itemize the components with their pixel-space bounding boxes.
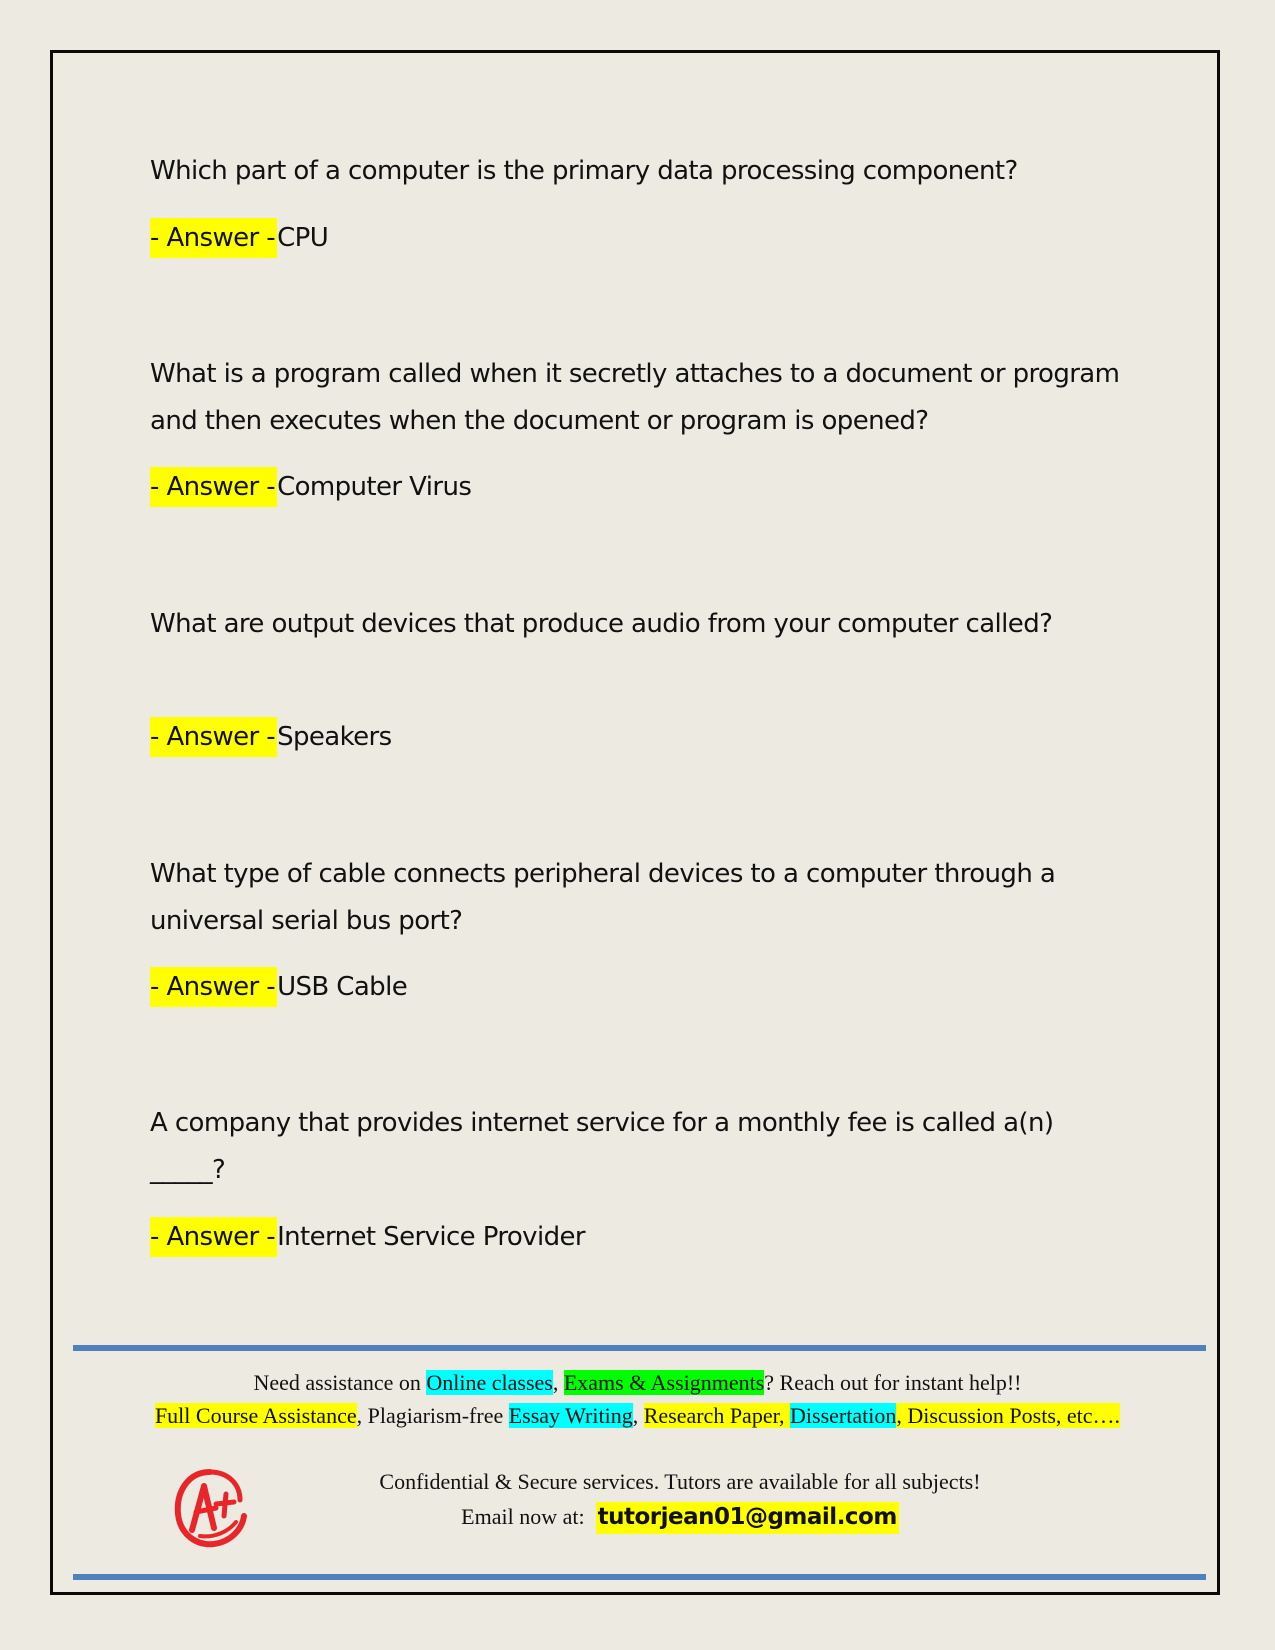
footer-line-services <box>60 1401 1215 1431</box>
highlight-full-course: Full Course Assistance <box>154 1403 357 1428</box>
qa-item-1 <box>150 148 1130 253</box>
question-text: A company that provides internet service for a monthly fee is called a(n) _____? <box>150 1108 1054 1185</box>
footer-text: , Plagiarism-free <box>356 1403 509 1428</box>
answer-line <box>150 218 328 258</box>
highlight-online-classes: Online classes <box>426 1370 553 1395</box>
answer-text: USB Cable <box>277 972 408 1002</box>
page-border <box>50 50 1220 1595</box>
highlight-essay-writing: Essay Writing <box>508 1403 633 1428</box>
answer-line <box>150 467 471 507</box>
answer-label: - Answer - <box>150 218 277 258</box>
email-link[interactable]: tutorjean01@gmail.com <box>596 1502 899 1534</box>
email-prefix: Email now at: <box>461 1504 596 1529</box>
answer-text: CPU <box>277 223 329 253</box>
qa-item-5 <box>150 1100 1130 1252</box>
question-text: What are output devices that produce audio from your computer called? <box>150 609 1053 639</box>
footer-line-confidential: Confidential & Secure services. Tutors are available for all subjects! <box>379 1469 981 1494</box>
answer-text: Computer Virus <box>277 472 472 502</box>
answer-line <box>150 967 407 1007</box>
footer-text: , <box>632 1403 644 1428</box>
footer-text: Need assistance on <box>253 1370 427 1395</box>
answer-text: Speakers <box>277 722 392 752</box>
footer-text: ? Reach out for instant help!! <box>764 1370 1022 1395</box>
qa-item-3 <box>150 601 1130 752</box>
answer-line <box>150 717 392 757</box>
highlight-dissertation: Dissertation <box>790 1403 897 1428</box>
answer-label: - Answer - <box>150 717 277 757</box>
answer-label: - Answer - <box>150 467 277 507</box>
footer-line-email <box>180 1502 1180 1532</box>
footer-text: , <box>552 1370 564 1395</box>
question-text: What is a program called when it secretly attaches to a document or program and then executes when the document or program is opened? <box>150 359 1120 436</box>
answer-label: - Answer - <box>150 1217 277 1257</box>
footer-line-assistance <box>60 1368 1215 1398</box>
question-text: Which part of a computer is the primary data processing component? <box>150 156 1018 186</box>
highlight-research-paper: Research Paper, <box>643 1403 791 1428</box>
highlight-discussion-posts: , Discussion Posts, etc…. <box>896 1403 1121 1428</box>
qa-item-2 <box>150 351 1130 502</box>
footer-top-rule <box>73 1345 1206 1351</box>
answer-label: - Answer - <box>150 967 277 1007</box>
footer-bottom-rule <box>73 1574 1206 1580</box>
qa-item-4 <box>150 851 1130 1002</box>
answer-line <box>150 1217 585 1257</box>
question-text: What type of cable connects peripheral devices to a computer through a universal serial bus port? <box>150 859 1056 936</box>
highlight-exams-assignments: Exams & Assignments <box>563 1370 765 1395</box>
answer-text: Internet Service Provider <box>277 1222 585 1252</box>
